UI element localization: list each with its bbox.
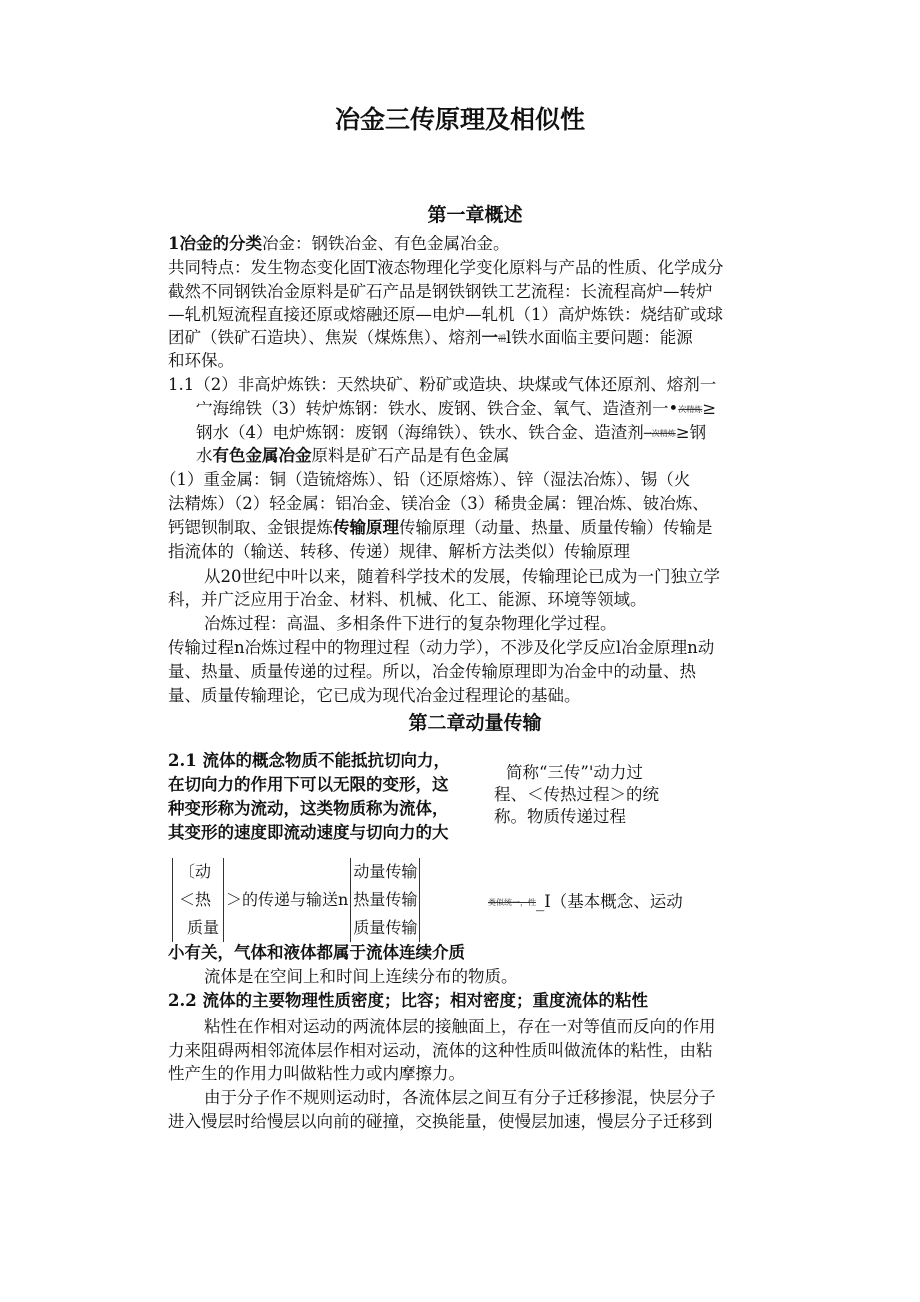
transport-principle-heading: 传输原理	[333, 518, 399, 537]
transport-phrase: ＞的传递与输送n	[226, 890, 349, 909]
paragraph-line	[168, 516, 713, 539]
paragraph-line: 截然不同钢铁冶金原料是矿石产品是钢铁钢铁工艺流程：长流程高炉—转炉	[168, 282, 713, 301]
section-1-line	[168, 232, 509, 255]
transport-bracket-table	[172, 858, 420, 942]
text-run: ≥	[702, 399, 717, 418]
paragraph-line: 力来阻碍两相邻流体层作相对运动，流体的这种性质叫做流体的粘性，由粘	[168, 1041, 713, 1060]
paragraph-line: 量、热量、质量传递的过程。所以，冶金传输原理即为冶金中的动量、热	[168, 662, 696, 681]
text-run: _I（基本概念、运动	[536, 892, 683, 911]
text-run: 水	[196, 446, 213, 465]
section-1-label: 1冶金的分类	[168, 234, 262, 253]
paragraph-line: 小有关，气体和液体都属于流体连续介质	[168, 943, 465, 962]
paragraph-line: 流体是在空间上和时间上连续分布的物质。	[204, 967, 518, 986]
paragraph-line: 性产生的作用力叫做粘性力或内摩擦力。	[168, 1064, 465, 1083]
text-run: 宀海绵铁（3）转炉炼钢：铁水、废钢、铁合金、氧气、造渣剂一•	[196, 399, 679, 418]
paragraph-line: 法精炼）（2）轻金属：铝冶金、镁冶金（3）稀贵金属：锂冶炼、铍冶炼、	[168, 494, 709, 513]
bracket-cell: 质量	[173, 914, 224, 942]
paragraph-line: 在切向力的作用下可以无限的变形，这	[168, 775, 449, 794]
paragraph-line	[196, 444, 510, 467]
text-run: 钢水（4）电炉炼钢：废钢（海绵铁）、铁水、铁合金、造渣剂	[196, 423, 644, 442]
bracket-cell: 热量传输	[351, 886, 420, 914]
small-annotation: 次精炼	[678, 405, 703, 414]
text-run: 一	[481, 328, 498, 347]
paragraph-line: 传输过程n冶炼过程中的物理过程（动力学），不涉及化学反应l冶金原理n动	[168, 638, 715, 657]
section-1-text: 冶金：钢铁冶金、有色金属冶金。	[261, 234, 510, 253]
section-2-1-line: 2.1 流体的概念物质不能抵抗切向力，	[168, 751, 450, 770]
paragraph-line: 和环保。	[168, 351, 234, 370]
side-note-line: 程、＜传热过程＞的统	[494, 785, 659, 804]
chapter1-heading: 第一章概述	[427, 204, 523, 226]
text-run: 传输原理（动量、热量、质量传输）传输是	[399, 518, 713, 537]
bracket-cell: 质量传输	[351, 914, 420, 942]
document-title: 冶金三传原理及相似性	[334, 105, 585, 134]
paragraph-line: 粘性在作相对运动的两流体层的接触面上，存在一对等值而反向的作用	[204, 1017, 716, 1036]
side-note-line: 称。物质传递过程	[494, 807, 626, 826]
small-annotation: 滔	[498, 334, 506, 343]
tail-note	[488, 888, 683, 912]
paragraph-line	[196, 421, 706, 445]
small-annotation: 一次精炼	[643, 429, 676, 438]
paragraph-line: 1.1（2）非高炉炼铁：天然块矿、粉矿或造块、块煤或气体还原剂、熔剂一	[168, 375, 717, 394]
paragraph-line: 由于分子作不规则运动时，各流体层之间互有分子迁移掺混，快层分子	[204, 1088, 716, 1107]
side-note-line: 简称“三传”'动力过	[506, 763, 643, 782]
section-2-2-line: 2.2 流体的主要物理性质密度；比容；相对密度；重度流体的粘性	[168, 991, 648, 1010]
paragraph-line	[196, 397, 716, 421]
paragraph-line: 共同特点：发生物态变化固T液态物理化学变化原料与产品的性质、化学成分	[168, 258, 724, 277]
bracket-cell: ＜热	[173, 886, 224, 914]
bracket-cell: 动量传输	[351, 858, 420, 886]
bracket-cell: 〔动	[173, 858, 224, 886]
paragraph-line: 从20世纪中叶以来，随着科学技术的发展，传输理论已成为一门独立学	[204, 567, 720, 586]
paragraph-line: （1）重金属：铜（造锍熔炼）、铅（还原熔炼）、锌（湿法冶炼）、锡（火	[160, 470, 691, 489]
small-annotation: 类似统一，性	[488, 898, 536, 907]
paragraph-line: 进入慢层时给慢层以向前的碰撞，交换能量，使慢层加速，慢层分子迁移到	[168, 1112, 713, 1131]
chapter2-heading: 第二章动量传输	[408, 712, 542, 734]
paragraph-line: 指流体的（输送、转移、传递）规律、解析方法类似）传输原理	[168, 542, 630, 561]
text-run: 原料是矿石产品是有色金属	[311, 446, 510, 465]
text-run: 团矿（铁矿石造块）、焦炭（煤炼焦）、熔剂	[168, 328, 482, 347]
paragraph-line: 其变形的速度即流动速度与切向力的大	[168, 823, 449, 842]
paragraph-line: 冶炼过程：高温、多相条件下进行的复杂物理化学过程。	[204, 614, 617, 633]
text-run: l铁水面临主要问题：能源	[506, 328, 693, 347]
paragraph-line: 科，并广泛应用于冶金、材料、机械、化工、能源、环境等领域。	[168, 590, 647, 609]
paragraph-line	[168, 326, 693, 350]
paragraph-line: —轧机短流程直接还原或熔融还原—电炉—轧机（1）高炉炼铁：烧结矿或球	[168, 305, 723, 324]
text-run: 钙锶钡制取、金银提炼	[168, 518, 333, 537]
text-run: ≥钢	[675, 423, 707, 442]
side-note	[494, 762, 659, 828]
paragraph-line: 量、质量传输理论，它已成为现代冶金过程理论的基础。	[168, 686, 581, 705]
nonferrous-heading: 有色金属冶金	[212, 446, 312, 465]
paragraph-line: 种变形称为流动，这类物质称为流体，	[168, 799, 449, 818]
